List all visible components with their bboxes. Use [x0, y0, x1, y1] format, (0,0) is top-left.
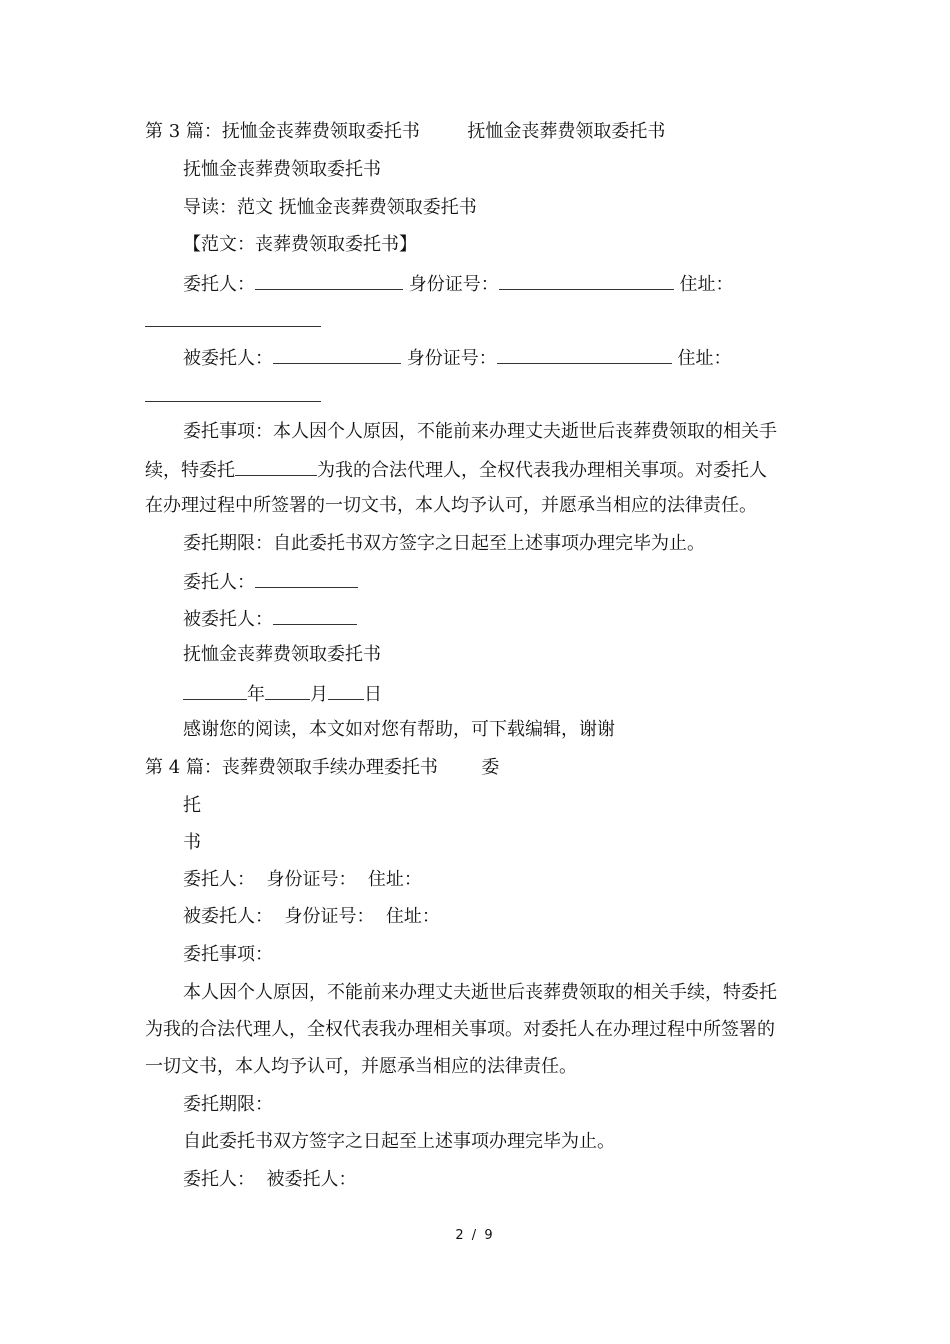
s4-period-label: 委托期限： — [183, 1094, 273, 1115]
day-label: 日 — [364, 684, 382, 705]
principal-blank — [255, 271, 403, 290]
section-3-heading-text: 第 3 篇：抚恤金丧葬费领取委托书 — [145, 121, 420, 142]
idno-label: 身份证号： — [408, 274, 499, 295]
s3-matter-line-1: 委托事项：本人因个人原因，不能前来办理丈夫逝世后丧葬费领取的相关手 — [183, 421, 777, 442]
s4-principal-row: 委托人： 身份证号： 住址： — [183, 869, 422, 890]
agent-idno-blank — [497, 345, 672, 364]
s3-agent-row — [183, 345, 731, 371]
agent-label: 被委托人： — [183, 348, 273, 369]
sign-agent-label: 被委托人： — [183, 609, 273, 630]
section-4-char-2: 托 — [183, 795, 201, 816]
s3-guide: 导读：范文 抚恤金丧葬费领取委托书 — [183, 197, 477, 218]
agent-blank — [273, 345, 401, 364]
principal-label: 委托人： — [183, 274, 255, 295]
agent-address-blank — [145, 401, 321, 402]
s4-matter-line-2: 为我的合法代理人，全权代表我办理相关事项。对委托人在办理过程中所签署的 — [145, 1019, 775, 1040]
s3-period: 委托期限：自此委托书双方签字之日起至上述事项办理完毕为止。 — [183, 533, 705, 554]
day-blank — [328, 681, 364, 700]
s3-title: 抚恤金丧葬费领取委托书 — [183, 159, 381, 180]
agent-idno-label: 身份证号： — [406, 348, 497, 369]
s3-principal-row — [183, 271, 733, 297]
sign-principal-blank — [255, 569, 358, 588]
month-blank — [265, 681, 310, 700]
section-4-heading — [145, 756, 499, 780]
s4-matter-label: 委托事项： — [183, 944, 273, 965]
sign-principal-label: 委托人： — [183, 572, 255, 593]
section-4-heading-text: 第 4 篇：丧葬费领取手续办理委托书 — [145, 757, 438, 778]
section-4-char-1: 委 — [481, 757, 500, 778]
s4-agent-row: 被委托人： 身份证号： 住址： — [183, 906, 440, 927]
page-number: 2 / 9 — [455, 1228, 495, 1243]
s3-matter-line-3: 在办理过程中所签署的一切文书，本人均予认可，并愿承当相应的法律责任。 — [145, 495, 757, 516]
s4-matter-line-3: 一切文书，本人均予认可，并愿承当相应的法律责任。 — [145, 1056, 577, 1077]
s3-sign-principal — [183, 569, 358, 595]
s3-sample-heading: 【范文：丧葬费领取委托书】 — [183, 234, 417, 255]
s4-matter-line-1: 本人因个人原因，不能前来办理丈夫逝世后丧葬费领取的相关手续，特委托 — [183, 982, 777, 1003]
section-4-char-3: 书 — [183, 832, 201, 853]
address-blank — [145, 326, 321, 327]
s3-title-repeat: 抚恤金丧葬费领取委托书 — [183, 644, 381, 665]
section-3-heading-right: 抚恤金丧葬费领取委托书 — [467, 121, 666, 142]
year-label: 年 — [247, 684, 265, 705]
idno-blank — [499, 271, 674, 290]
agent-address-label: 住址： — [677, 348, 732, 369]
s3-sign-agent — [183, 606, 357, 632]
s4-sign-row: 委托人： 被委托人： — [183, 1169, 357, 1190]
year-blank — [183, 681, 247, 700]
s3-date-row — [183, 681, 382, 707]
section-3-heading — [145, 120, 665, 144]
s3-thanks: 感谢您的阅读，本文如对您有帮助，可下载编辑，谢谢 — [183, 719, 615, 740]
matter-text-b: 为我的合法代理人，全权代表我办理相关事项。对委托人 — [317, 460, 767, 481]
entrust-blank — [235, 457, 317, 476]
month-label: 月 — [310, 684, 328, 705]
sign-agent-blank — [273, 606, 357, 625]
s3-matter-line-2 — [145, 457, 767, 483]
matter-text-a: 续，特委托 — [145, 460, 235, 481]
s4-period: 自此委托书双方签字之日起至上述事项办理完毕为止。 — [183, 1131, 615, 1152]
address-label: 住址： — [679, 274, 734, 295]
